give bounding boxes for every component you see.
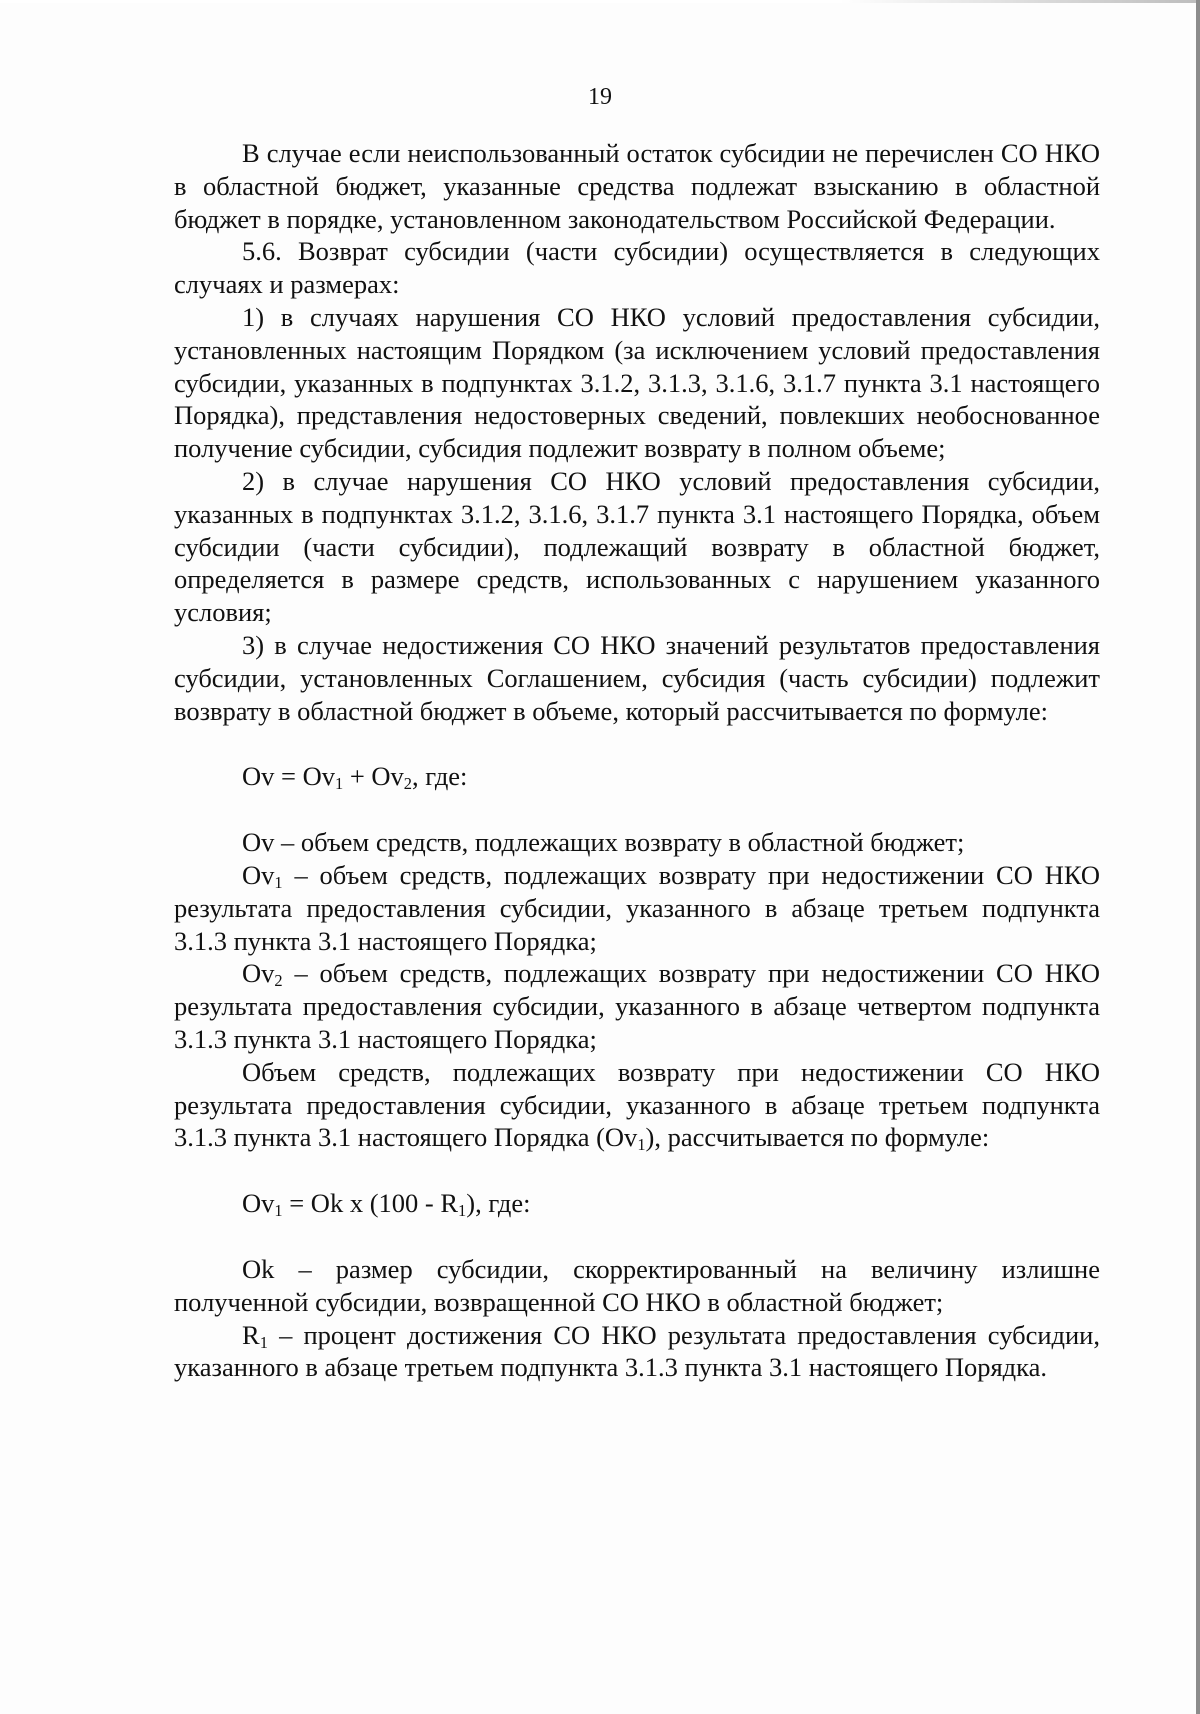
definition-r1: $R_1$ – процент достижения СО НКО результата предоставления субсидии, указанного в абзаце третьем подпункта 3.1.3 пункта 3.1 настоящего Порядка. xyxy=(174,1319,1100,1383)
spacer xyxy=(174,1154,1100,1187)
paragraph-ov1-calculation: Объем средств, подлежащих возврату при недостижении СО НКО результата предоставления субсидии, указанного в абзаце третьем подпункта 3.1.3 пункта 3.1 настоящего Порядка $(Оv_1)$, рассчитывается по формуле: xyxy=(174,1056,1100,1155)
paragraph-case-3: 3) в случае недостижения СО НКО значений результатов предоставления субсидии, установленных Соглашением, субсидия (часть субсидии) подлежит возврату в областной бюджет в объеме, который рассчитывается по формуле: xyxy=(174,629,1100,726)
formula-ov: Оv = $Оv_1 + Оv_2$, где: xyxy=(242,761,468,794)
document-body xyxy=(174,137,1100,1384)
definition-ov2: $Оv_2$ – объем средств, подлежащих возврату при недостижении СО НКО результата предоставления субсидии, указанного в абзаце четвертом подпункта 3.1.3 пункта 3.1 настоящего Порядка; xyxy=(174,958,1100,1054)
paragraph-case-1: 1) в случаях нарушения СО НКО условий предоставления субсидии, установленных настоящим Порядком (за исключением условий предоставления субсидии, указанных в подпунктах 3.1.2, 3.1.3, 3.1.6, 3.1.7 пункта 3.1 настоящего Порядка), представления недостоверных сведений, повлекших необоснованное получение субсидии, субсидия подлежит возврату в полном объеме; xyxy=(174,301,1100,464)
scan-edge-top xyxy=(0,0,1200,3)
definition-ov1: $Оv_1$ – объем средств, подлежащих возврату при недостижении СО НКО результата предоставления субсидии, указанного в абзаце третьем подпункта 3.1.3 пункта 3.1 настоящего Порядка; xyxy=(174,859,1100,956)
paragraph-case-2: 2) в случае нарушения СО НКО условий предоставления субсидии, указанных в подпунктах 3.1.2, 3.1.6, 3.1.7 пункта 3.1 настоящего Порядка, объем субсидии (части субсидии), подлежащий возврату в областной бюджет, определяется в размере средств, использованных с нарушением указанного условия; xyxy=(174,465,1100,628)
spacer xyxy=(174,1220,1100,1253)
page-number: 19 xyxy=(588,84,612,110)
scan-edge-right xyxy=(1196,0,1200,1714)
formula-ov1: $Оv_1$ = Оk x $(100 - R_1)$, где: xyxy=(242,1188,531,1221)
spacer xyxy=(174,727,1100,760)
spacer xyxy=(174,793,1100,826)
paragraph-5-6: 5.6. Возврат субсидии (части субсидии) осуществляется в следующих случаях и размерах: xyxy=(174,236,1100,300)
definition-ov: Оv – объем средств, подлежащих возврату в областной бюджет; xyxy=(242,827,965,858)
paragraph-unused-balance: В случае если неиспользованный остаток субсидии не перечислен СО НКО в областной бюджет, указанные средства подлежат взысканию в областной бюджет в порядке, установленном законодательством Российской Федерации. xyxy=(174,138,1100,234)
definition-ok: Оk – размер субсидии, скорректированный на величину излишне полученной субсидии, возвращенной СО НКО в областной бюджет; xyxy=(174,1253,1100,1317)
